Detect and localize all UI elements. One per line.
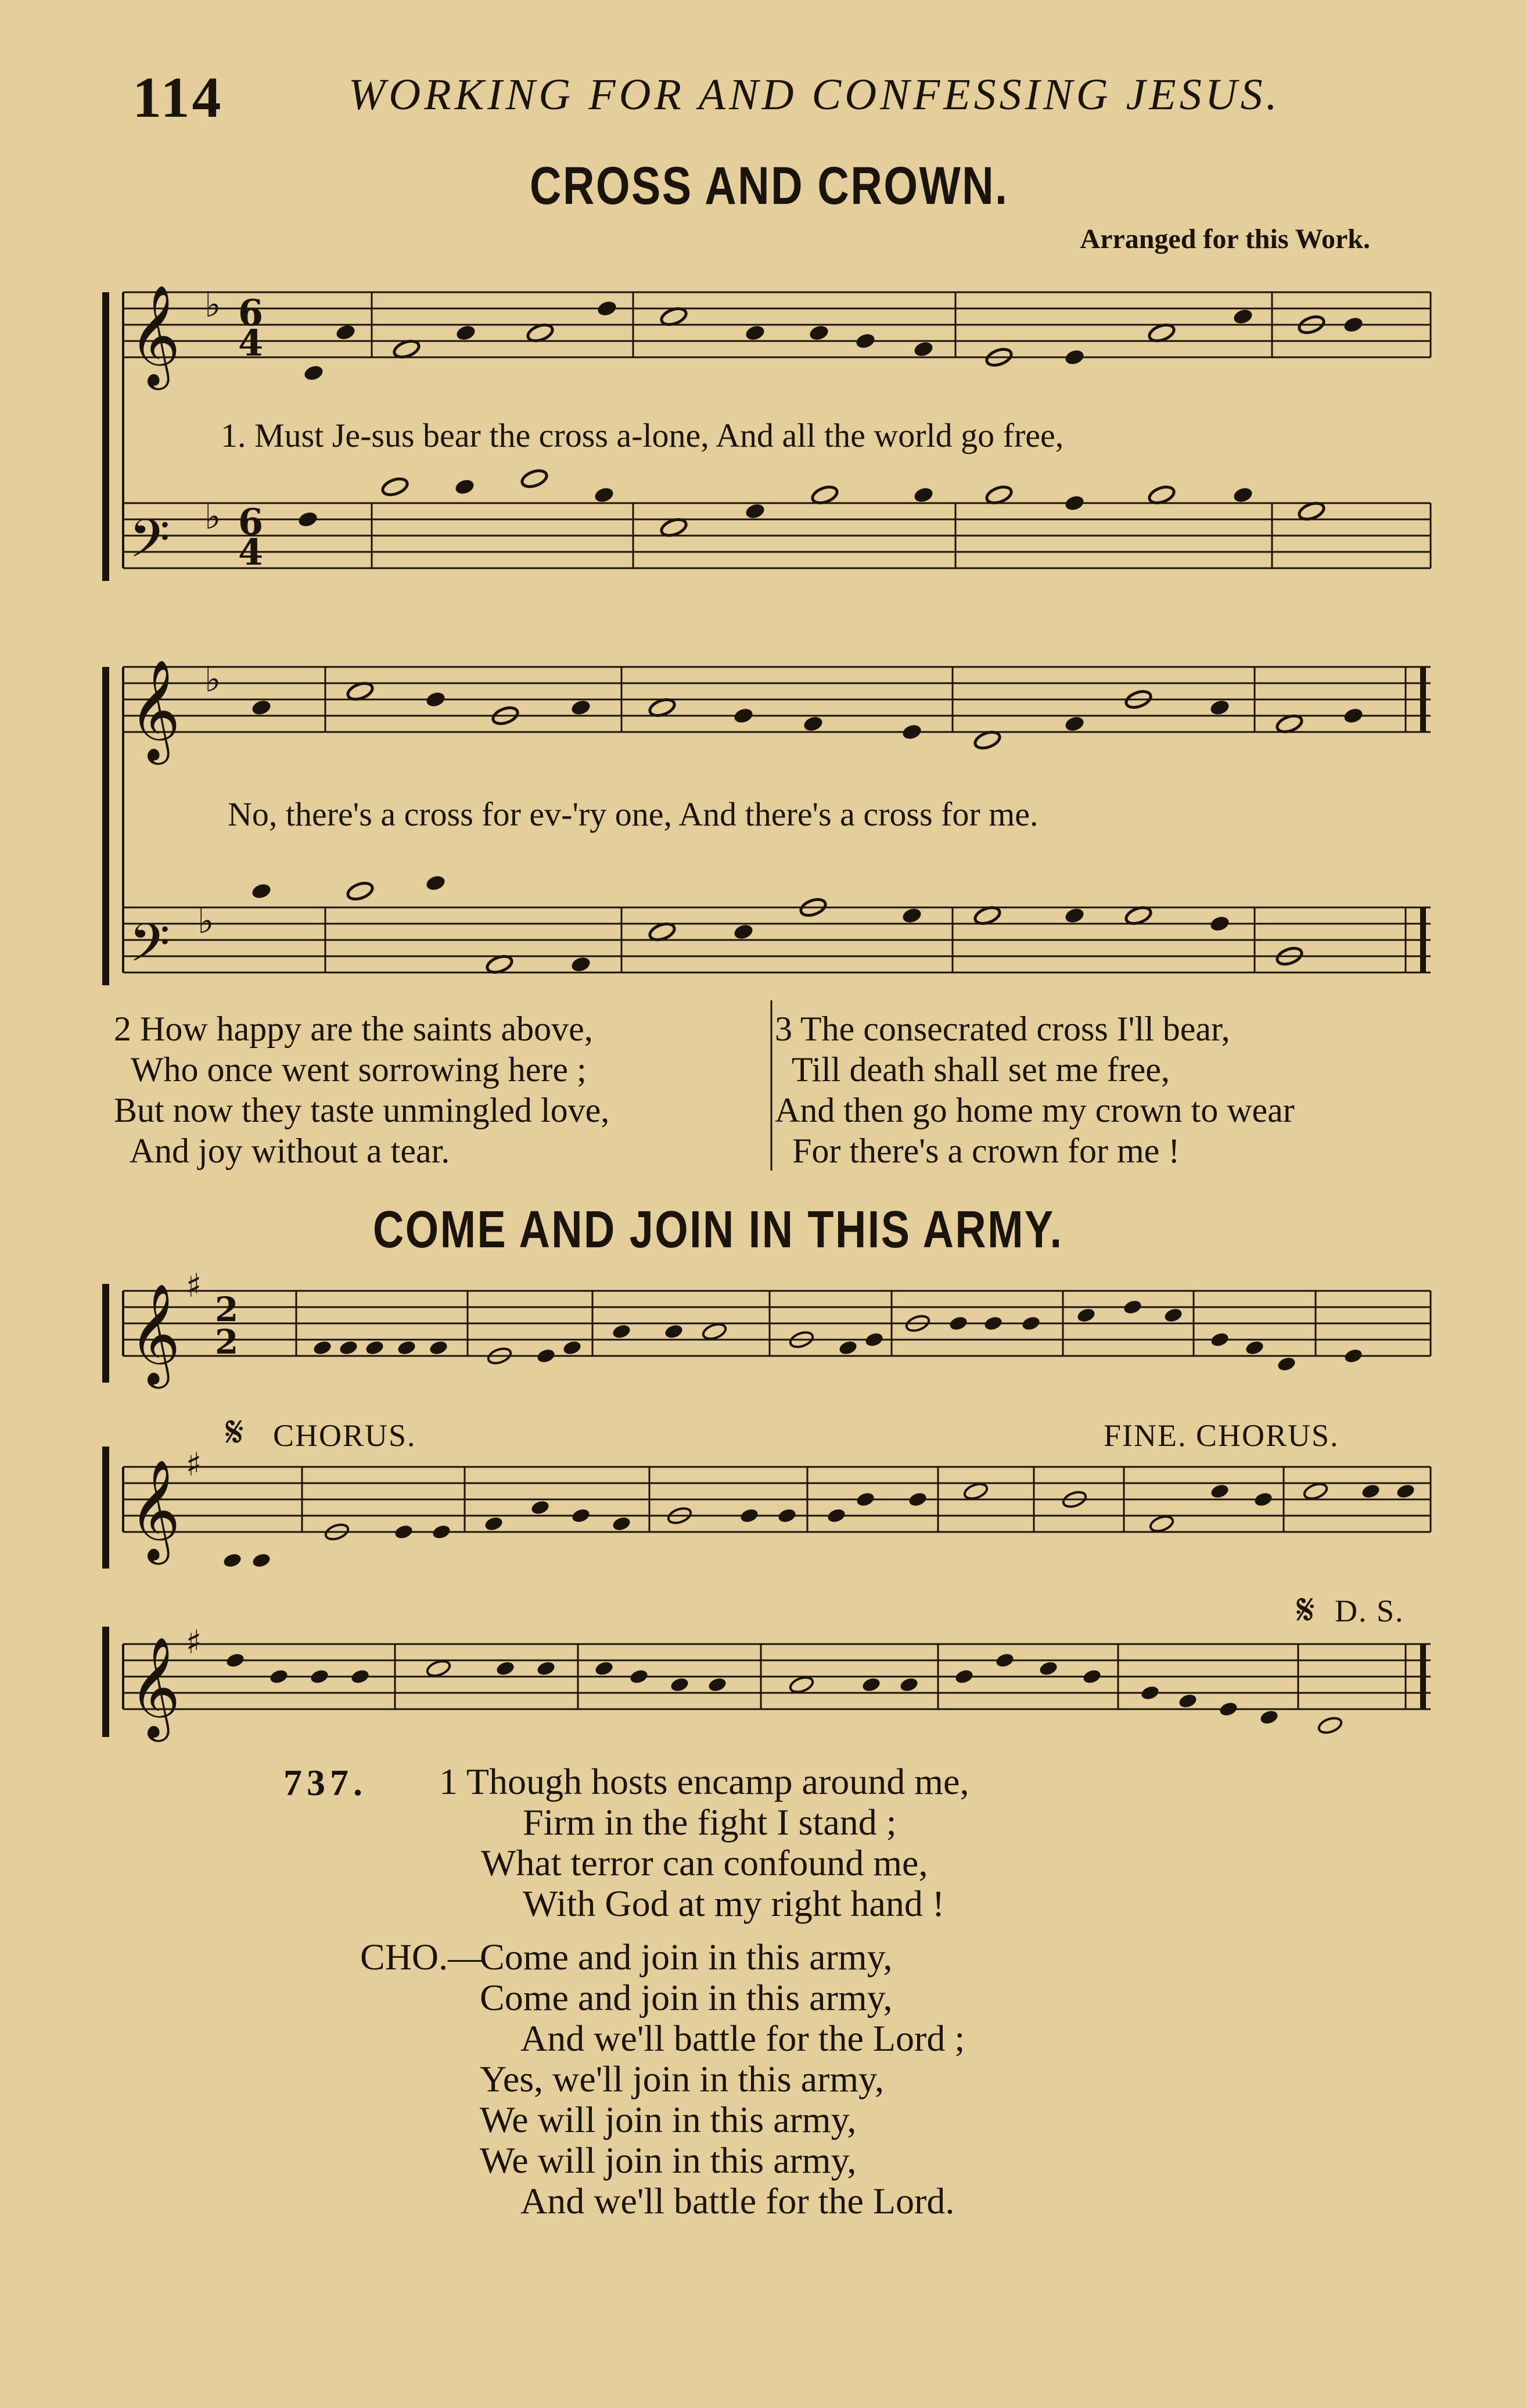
chorus-line-5: We will join in this army, bbox=[480, 2099, 857, 2140]
svg-text:2: 2 bbox=[215, 1290, 239, 1329]
chorus-label: CHO.— bbox=[360, 1936, 486, 1978]
svg-text:𝄞: 𝄞 bbox=[129, 1459, 181, 1560]
svg-text:𝄞: 𝄞 bbox=[129, 659, 181, 760]
svg-text:♯: ♯ bbox=[186, 1623, 202, 1661]
system-5 bbox=[106, 1627, 1431, 1737]
chorus-line-1: Come and join in this army, bbox=[480, 1936, 893, 1978]
hymn-one-title: CROSS AND CROWN. bbox=[530, 156, 1009, 216]
chorus-line-2: Come and join in this army, bbox=[480, 1977, 893, 2018]
hymn-two-title: COME AND JOIN IN THIS ARMY. bbox=[373, 1201, 1063, 1259]
svg-text:𝄞: 𝄞 bbox=[129, 285, 181, 386]
svg-text:♭: ♭ bbox=[197, 901, 214, 942]
svg-text:𝄞: 𝄞 bbox=[129, 1637, 181, 1738]
svg-text:♭: ♭ bbox=[204, 285, 221, 325]
svg-text:♭: ♭ bbox=[204, 497, 221, 537]
svg-text:6: 6 bbox=[238, 501, 264, 543]
verse-2: 2 How happy are the saints above, Who once went sorrowing here ; But now they taste unmingled love, And joy without a tear. bbox=[114, 1010, 610, 1170]
verse-3: 3 The consecrated cross I'll bear, Till death shall set me free, And then go home my crown to wear For there's a crown for me ! bbox=[775, 1010, 1295, 1170]
hymn-number: 737. bbox=[283, 1762, 367, 1803]
svg-text:𝄢: 𝄢 bbox=[129, 508, 170, 582]
stanza-line-1: 1 Though hosts encamp around me, bbox=[439, 1761, 969, 1802]
svg-text:4: 4 bbox=[238, 531, 264, 573]
stanza-line-2: Firm in the fight I stand ; bbox=[523, 1801, 897, 1843]
chorus-mark-right: FINE. CHORUS. bbox=[1104, 1418, 1339, 1453]
lyric-line-2: No, there's a cross for ev-'ry one, And there's a cross for me. bbox=[228, 795, 1039, 833]
system-4 bbox=[106, 1447, 1431, 1569]
ds-mark: D. S. bbox=[1335, 1594, 1404, 1628]
chorus-mark-left: CHORUS. bbox=[273, 1418, 416, 1453]
svg-text:6: 6 bbox=[238, 292, 264, 334]
system-3 bbox=[106, 1284, 1431, 1383]
arrangement-note: Arranged for this Work. bbox=[1080, 224, 1370, 254]
chorus-line-7: And we'll battle for the Lord. bbox=[520, 2180, 955, 2222]
svg-text:♯: ♯ bbox=[186, 1445, 202, 1484]
running-title: WORKING FOR AND CONFESSING JESUS. bbox=[348, 70, 1281, 119]
svg-text:♭: ♭ bbox=[204, 659, 221, 700]
stanza-line-3: What terror can confound me, bbox=[481, 1842, 928, 1883]
svg-text:2: 2 bbox=[215, 1322, 239, 1362]
stanza-line-4: With God at my right hand ! bbox=[523, 1883, 945, 1924]
lyric-line-1: 1. Must Je-sus bear the cross a-lone, And all the world go free, bbox=[221, 417, 1064, 454]
svg-text:𝄞: 𝄞 bbox=[129, 1283, 181, 1384]
page-number: 114 bbox=[132, 65, 224, 130]
chorus-line-6: We will join in this army, bbox=[480, 2140, 857, 2181]
chorus-line-3: And we'll battle for the Lord ; bbox=[520, 2018, 965, 2059]
svg-text:𝄢: 𝄢 bbox=[129, 912, 170, 986]
svg-text:4: 4 bbox=[238, 322, 264, 364]
chorus-line-4: Yes, we'll join in this army, bbox=[480, 2058, 884, 2100]
svg-text:𝄋: 𝄋 bbox=[225, 1407, 244, 1457]
svg-text:♯: ♯ bbox=[186, 1266, 202, 1305]
svg-text:𝄋: 𝄋 bbox=[1296, 1585, 1315, 1635]
